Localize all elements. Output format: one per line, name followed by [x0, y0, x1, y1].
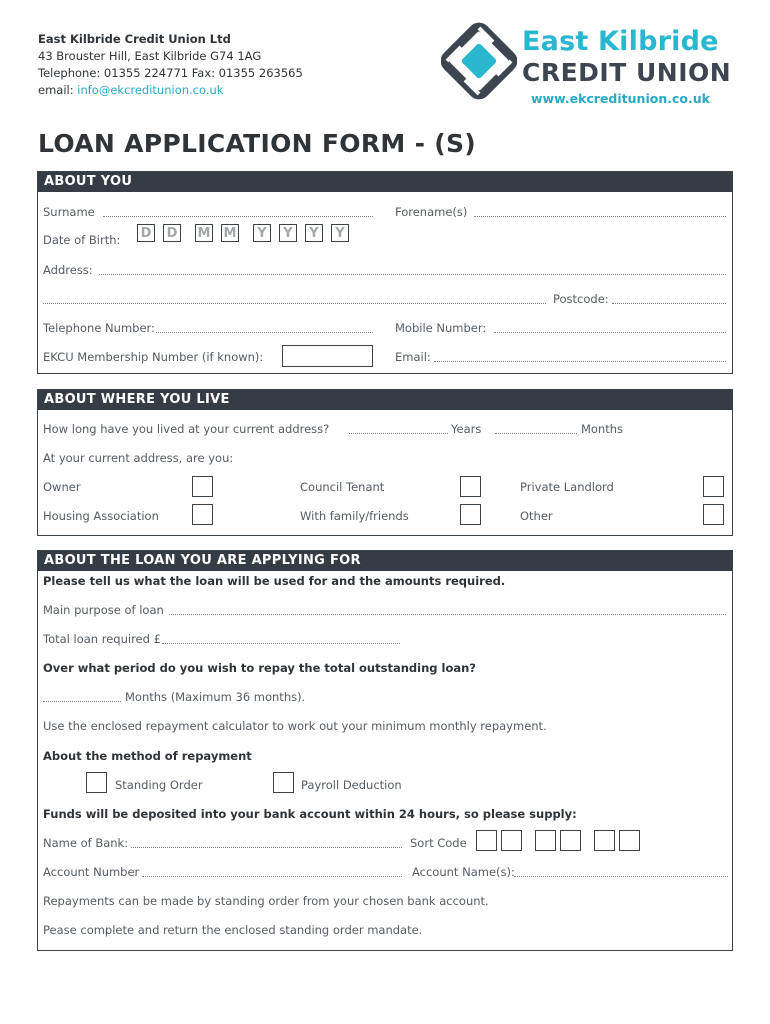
brand-name-line1: East Kilbride	[522, 26, 719, 57]
address-line2-field[interactable]	[43, 293, 546, 304]
funds-note: Funds will be deposited into your bank account within 24 hours, so please supply:	[43, 807, 577, 821]
mobile-field[interactable]	[494, 322, 726, 333]
repayments-note: Repayments can be made by standing order from your chosen bank account.	[43, 894, 489, 908]
total-loan-field[interactable]	[162, 633, 400, 644]
telephone-field[interactable]	[156, 322, 373, 333]
months-field[interactable]	[495, 423, 577, 434]
option-owner-label: Owner	[43, 480, 81, 494]
dob-year-box-4[interactable]: Y	[331, 224, 349, 242]
sort-code-box-4[interactable]	[560, 830, 581, 851]
form-title: LOAN APPLICATION FORM - (S)	[38, 129, 477, 158]
years-label: Years	[451, 422, 482, 436]
section-heading: ABOUT YOU	[38, 172, 732, 192]
address-label: Address:	[43, 263, 93, 277]
sort-code-label: Sort Code	[410, 836, 467, 850]
forenames-label: Forename(s)	[395, 205, 468, 219]
account-number-field[interactable]	[142, 866, 402, 877]
organisation-address: 43 Brouster Hill, East Kilbride G74 1AG	[38, 49, 262, 63]
sort-code-box-6[interactable]	[619, 830, 640, 851]
mandate-note: Pease complete and return the enclosed standing order mandate.	[43, 923, 423, 937]
dob-day-box-1[interactable]: D	[137, 224, 155, 242]
standing-order-checkbox[interactable]	[86, 772, 107, 793]
period-question: Over what period do you wish to repay the total outstanding loan?	[43, 661, 476, 675]
option-housing-association-checkbox[interactable]	[192, 504, 213, 525]
option-private-landlord-label: Private Landlord	[520, 480, 614, 494]
dob-day-box-2[interactable]: D	[163, 224, 181, 242]
payroll-deduction-label: Payroll Deduction	[301, 778, 402, 792]
organisation-name: East Kilbride Credit Union Ltd	[38, 32, 231, 46]
purpose-field[interactable]	[169, 604, 726, 615]
months-max-label: Months (Maximum 36 months).	[125, 690, 306, 704]
account-names-label: Account Name(s):	[412, 865, 515, 879]
email-label: email:	[38, 83, 74, 97]
option-other-label: Other	[520, 509, 553, 523]
membership-label: EKCU Membership Number (if known):	[43, 350, 264, 364]
organisation-telephone: Telephone: 01355 224771 Fax: 01355 263565	[38, 66, 303, 80]
period-months-field[interactable]	[43, 691, 121, 702]
option-council-tenant-label: Council Tenant	[300, 480, 385, 494]
sort-code-box-3[interactable]	[535, 830, 556, 851]
years-field[interactable]	[349, 423, 448, 434]
credit-union-logo-icon	[441, 22, 517, 100]
option-other-checkbox[interactable]	[703, 504, 724, 525]
option-family-friends-label: With family/friends	[300, 509, 409, 523]
months-label: Months	[581, 422, 624, 436]
dob-year-box-3[interactable]: Y	[305, 224, 323, 242]
organisation-address-block	[38, 31, 303, 99]
are-you-label: At your current address, are you:	[43, 451, 234, 465]
brand-website-link[interactable]: www.ekcreditunion.co.uk	[531, 91, 710, 106]
how-long-label: How long have you lived at your current address?	[43, 422, 330, 436]
surname-field[interactable]	[103, 206, 373, 217]
dob-year-box-1[interactable]: Y	[253, 224, 271, 242]
telephone-label: Telephone Number:	[43, 321, 155, 335]
option-owner-checkbox[interactable]	[192, 476, 213, 497]
dob-month-box-2[interactable]: M	[221, 224, 239, 242]
calculator-note: Use the enclosed repayment calculator to work out your minimum monthly repayment.	[43, 719, 547, 733]
email-field[interactable]	[434, 351, 726, 362]
organisation-email-line	[38, 82, 303, 99]
purpose-label: Main purpose of loan	[43, 603, 164, 617]
email-label: Email:	[395, 350, 431, 364]
sort-code-box-2[interactable]	[501, 830, 522, 851]
standing-order-label: Standing Order	[115, 778, 203, 792]
payroll-deduction-checkbox[interactable]	[273, 772, 294, 793]
surname-label: Surname	[43, 205, 95, 219]
bank-name-label: Name of Bank:	[43, 836, 129, 850]
option-housing-association-label: Housing Association	[43, 509, 159, 523]
option-council-tenant-checkbox[interactable]	[460, 476, 481, 497]
sort-code-box-1[interactable]	[476, 830, 497, 851]
mobile-label: Mobile Number:	[395, 321, 487, 335]
brand-name-line2: CREDIT UNION	[522, 58, 732, 87]
dob-year-box-2[interactable]: Y	[279, 224, 297, 242]
account-number-label: Account Number	[43, 865, 140, 879]
loan-intro: Please tell us what the loan will be used for and the amounts required.	[43, 574, 506, 588]
section-heading: ABOUT THE LOAN YOU ARE APPLYING FOR	[38, 551, 732, 571]
bank-name-field[interactable]	[131, 837, 402, 848]
postcode-label: Postcode:	[553, 292, 609, 306]
total-loan-label: Total loan required £	[43, 632, 161, 646]
dob-month-box-1[interactable]: M	[195, 224, 213, 242]
option-family-friends-checkbox[interactable]	[460, 504, 481, 525]
account-names-field[interactable]	[514, 866, 728, 877]
email-link[interactable]: info@ekcreditunion.co.uk	[77, 83, 224, 97]
dob-label: Date of Birth:	[43, 233, 121, 247]
option-private-landlord-checkbox[interactable]	[703, 476, 724, 497]
membership-number-input[interactable]	[282, 345, 373, 367]
method-heading: About the method of repayment	[43, 749, 252, 763]
address-line1-field[interactable]	[99, 264, 726, 275]
postcode-field[interactable]	[612, 293, 726, 304]
forenames-field[interactable]	[474, 206, 726, 217]
section-heading: ABOUT WHERE YOU LIVE	[38, 390, 732, 410]
sort-code-box-5[interactable]	[594, 830, 615, 851]
